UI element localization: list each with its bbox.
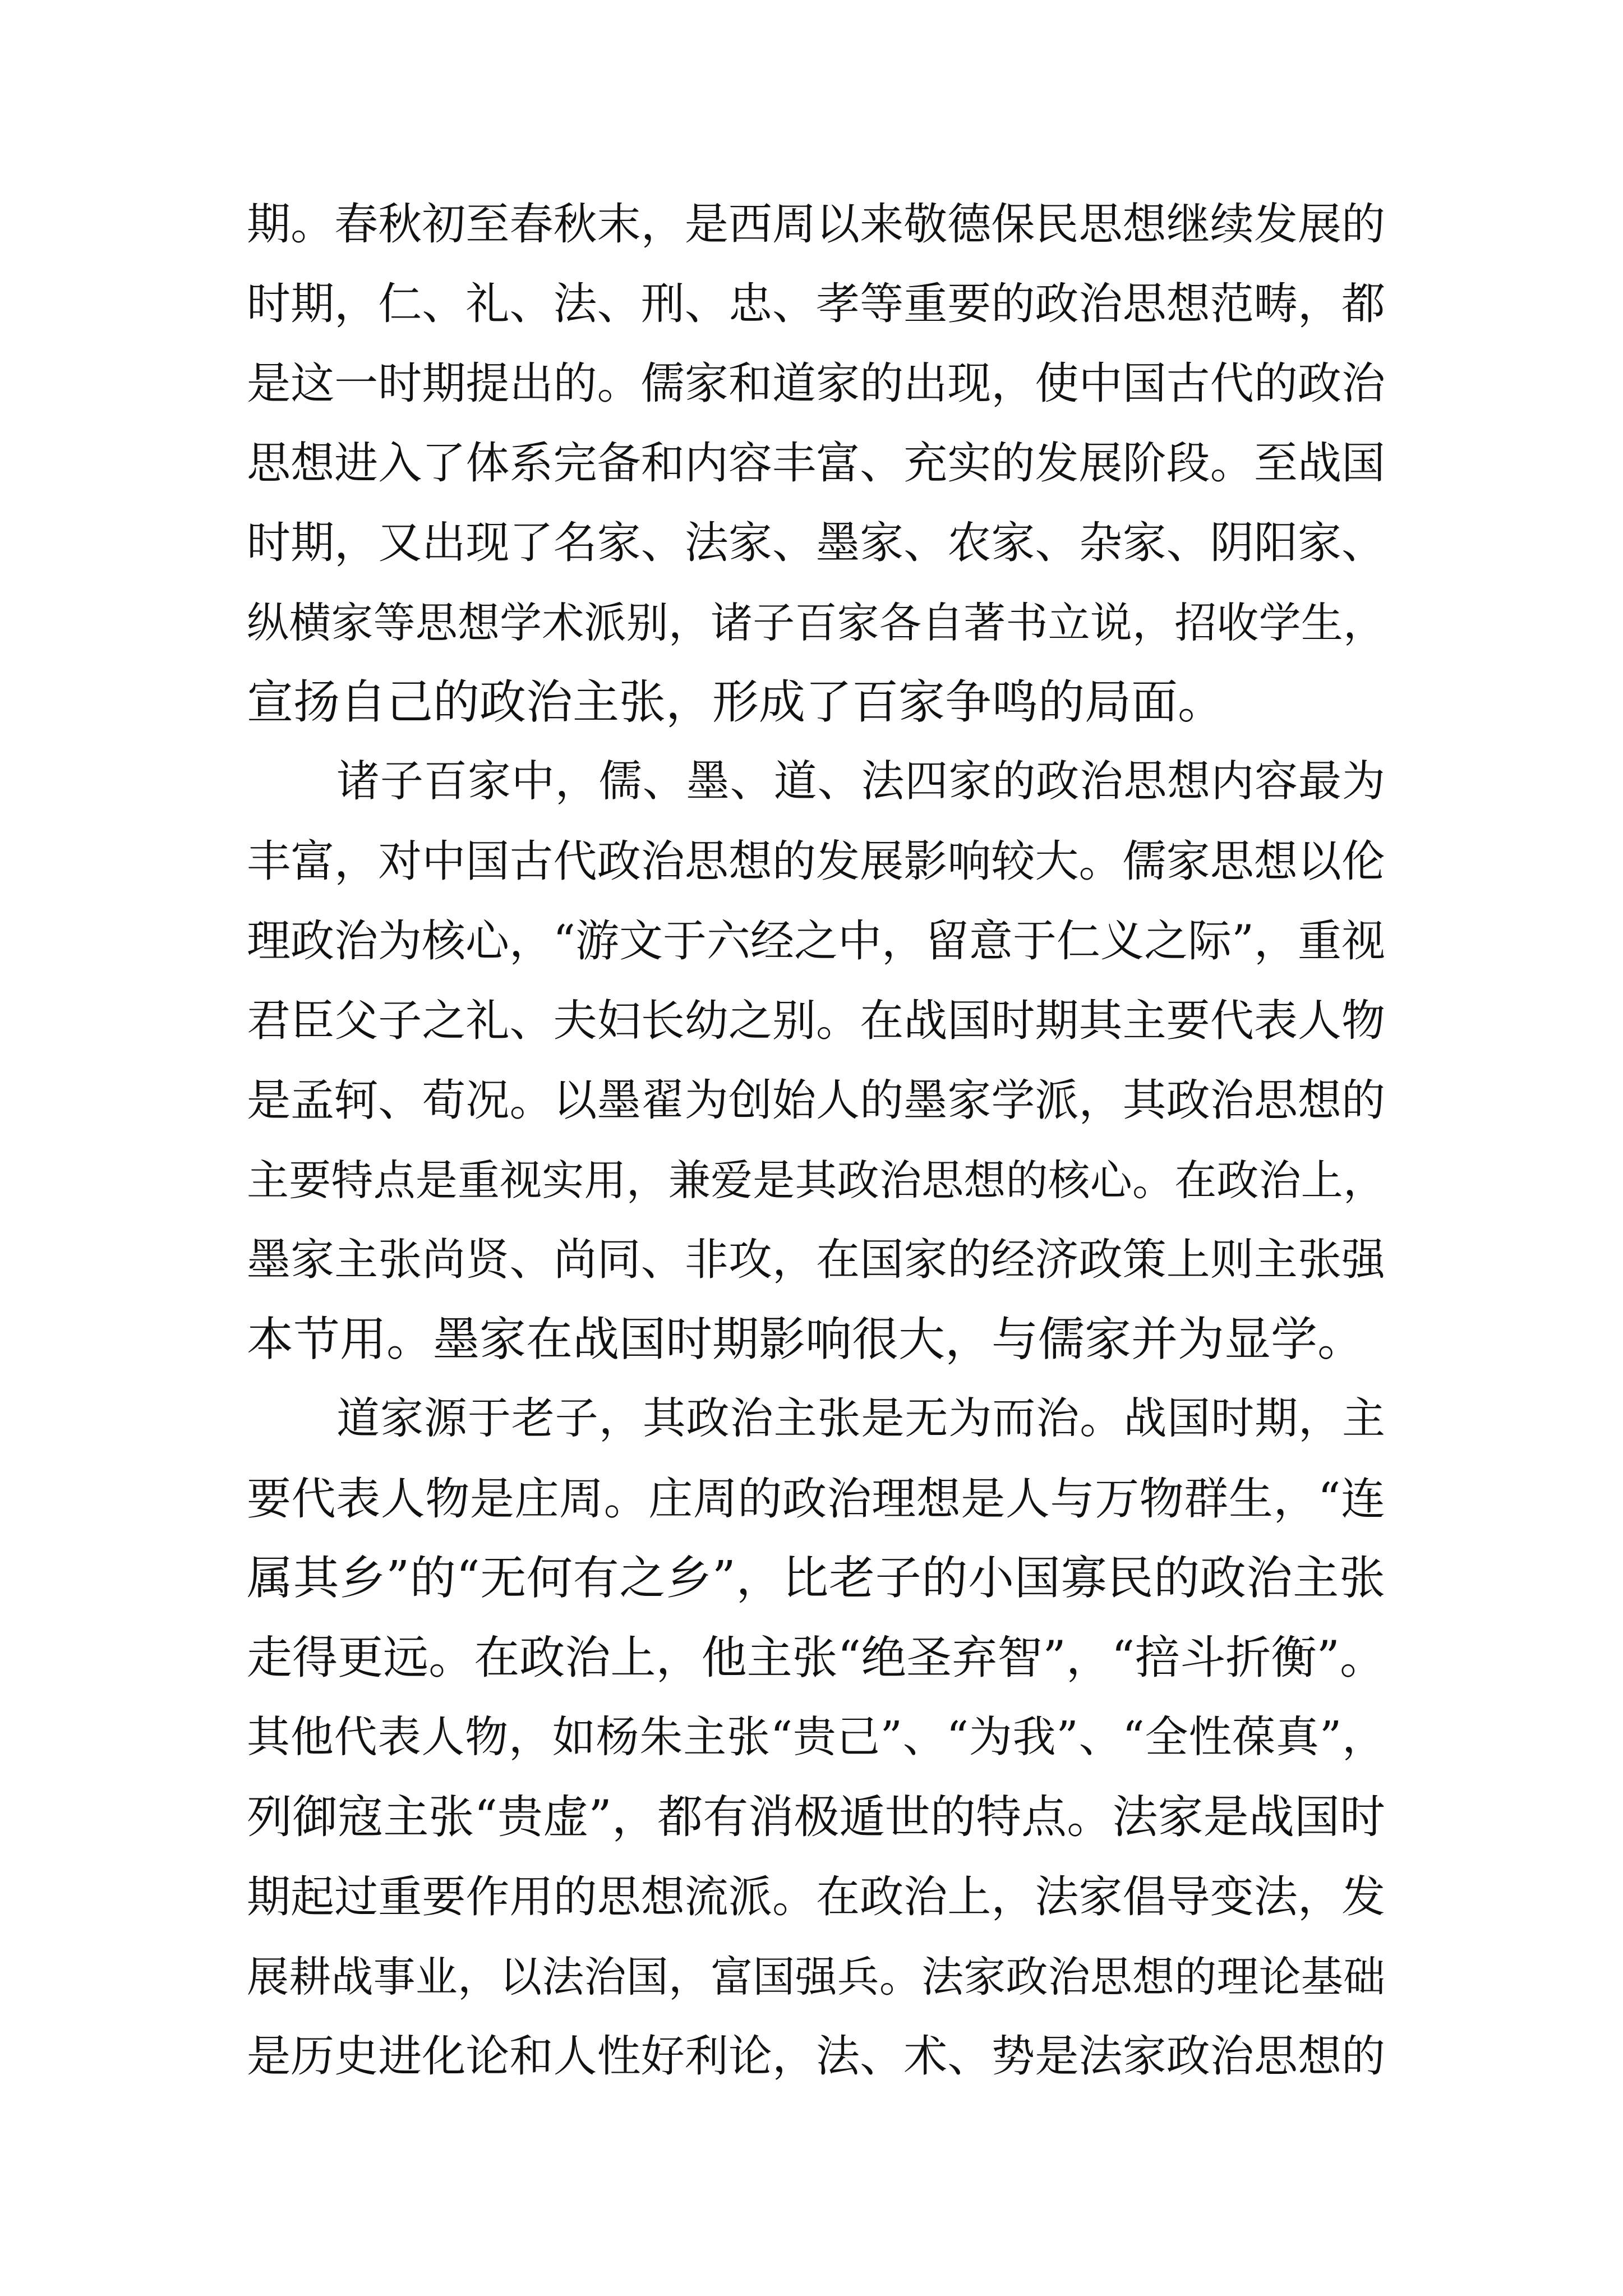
- text-line: 属其乡”的“无何有之乡”，比老子的小国寡民的政治主张: [247, 1552, 1385, 1605]
- text-line: 丰富，对中国古代政治思想的发展影响较大。儒家思想以伦: [247, 836, 1385, 887]
- text-line: 墨家主张尚贤、尚同、非攻，在国家的经济政策上则主张强: [247, 1235, 1385, 1285]
- text-line: 时期，仁、礼、法、刑、忠、孝等重要的政治思想范畴，都: [247, 279, 1385, 329]
- text-line: 期起过重要作用的思想流派。在政治上，法家倡导变法，发: [247, 1872, 1385, 1922]
- text-line: 君臣父子之礼、夫妇长幼之别。在战国时期其主要代表人物: [247, 996, 1385, 1046]
- paragraph-end-line: 本节用。墨家在战国时期影响很大，与儒家并为显学。: [247, 1312, 1364, 1366]
- paragraph-first-line: 道家源于老子，其政治主张是无为而治。战国时期，主: [336, 1394, 1385, 1444]
- text-line: 是这一时期提出的。儒家和道家的出现，使中国古代的政治: [247, 358, 1385, 409]
- paragraph-end-line: 宣扬自己的政治主张，形成了百家争鸣的局面。: [247, 675, 1224, 729]
- text-line: 思想进入了体系完备和内容丰富、充实的发展阶段。至战国: [247, 438, 1385, 489]
- text-line: 主要特点是重视实用，兼爱是其政治思想的核心。在政治上，: [247, 1156, 1385, 1205]
- text-line: 是历史进化论和人性好利论，法、术、势是法家政治思想的: [247, 2031, 1385, 2082]
- text-line: 期。春秋初至春秋末，是西周以来敬德保民思想继续发展的: [247, 199, 1385, 250]
- text-line: 是孟轲、荀况。以墨翟为创始人的墨家学派，其政治思想的: [247, 1075, 1385, 1126]
- text-line: 其他代表人物，如杨朱主张“贵己”、“为我”、“全性葆真”，: [247, 1713, 1385, 1763]
- text-line: 展耕战事业，以法治国，富国强兵。法家政治思想的理论基础: [247, 1952, 1385, 2001]
- text-line: 列御寇主张“贵虚”，都有消极遁世的特点。法家是战国时: [247, 1791, 1385, 1844]
- text-line: 纵横家等思想学术派别，诸子百家各自著书立说，招收学生，: [247, 598, 1385, 647]
- text-line: 走得更远。在政治上，他主张“绝圣弃智”，“掊斗折衡”。: [247, 1632, 1385, 1685]
- text-line: 理政治为核心，“游文于六经之中，留意于仁义之际”，重视: [247, 916, 1385, 967]
- text-line: 时期，又出现了名家、法家、墨家、农家、杂家、阴阳家、: [247, 518, 1385, 568]
- paragraph-first-line: 诸子百家中，儒、墨、道、法四家的政治思想内容最为: [336, 757, 1385, 807]
- text-line: 要代表人物是庄周。庄周的政治理想是人与万物群生，“连: [247, 1473, 1385, 1525]
